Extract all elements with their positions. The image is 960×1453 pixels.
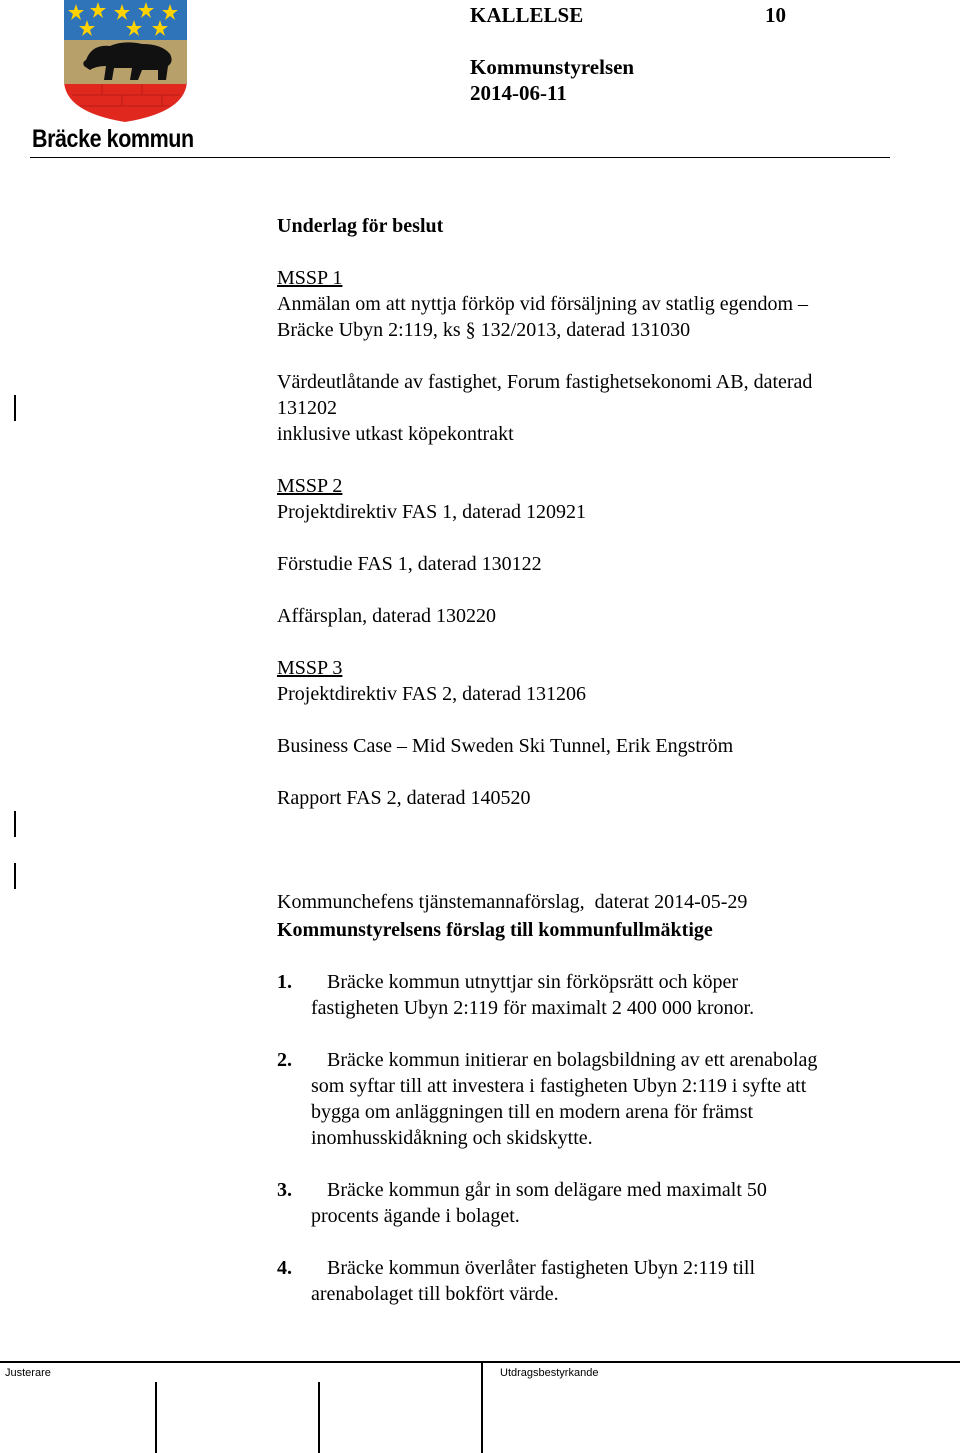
proposal-item-line: arenabolaget till bokfört värde.	[311, 1283, 559, 1305]
page-number: 10	[765, 3, 786, 27]
basis-item	[277, 551, 542, 577]
proposal-item-line: bygga om anläggningen till en modern arena för främst	[311, 1101, 754, 1123]
proposal-item-line: Bräcke kommun utnyttjar sin förköpsrätt och köper	[327, 971, 739, 993]
proposal-heading: Kommunstyrelsens förslag till kommunfullmäktige	[277, 919, 713, 941]
basis-heading: Underlag för beslut	[277, 215, 444, 237]
proposal-item	[277, 1255, 755, 1307]
basis-item	[277, 733, 733, 759]
basis-item	[277, 655, 586, 707]
change-bar	[14, 811, 16, 837]
proposal-item-line: inomhusskidåkning och skidskytte.	[311, 1127, 593, 1149]
basis-item-line: Bräcke Ubyn 2:119, ks § 132/2013, daterad 131030	[277, 319, 691, 341]
proposal-item-number: 4.	[277, 1257, 292, 1279]
meeting-date: 2014-06-11	[470, 81, 567, 105]
signature-box-divider	[481, 1361, 483, 1453]
footer-rule	[0, 1361, 960, 1363]
proposal-item-line: Bräcke kommun går in som delägare med maximalt 50	[327, 1179, 767, 1201]
proposal-item-line: Bräcke kommun initierar en bolagsbildning av ett arenabolag	[327, 1049, 818, 1071]
proposal-item	[277, 1177, 767, 1229]
proposal-item-line: procents ägande i bolaget.	[311, 1205, 520, 1227]
basis-item-line: Värdeutlåtande av fastighet, Forum fastighetsekonomi AB, daterad	[277, 371, 813, 393]
basis-item-line: Projektdirektiv FAS 2, daterad 131206	[277, 683, 587, 705]
basis-item	[277, 369, 812, 447]
basis-item-line: Affärsplan, daterad 130220	[277, 605, 497, 627]
proposal-item-line: Bräcke kommun överlåter fastigheten Ubyn 2:119 till	[327, 1257, 756, 1279]
certification-label: Utdragsbestyrkande	[500, 1367, 599, 1379]
proposal-item	[277, 1047, 817, 1151]
basis-item-line: Business Case – Mid Sweden Ski Tunnel, Erik Engström	[277, 735, 734, 757]
signer-label: Justerare	[5, 1367, 51, 1379]
header-rule	[30, 157, 890, 158]
basis-item-line: Kommunchefens tjänstemannaförslag, daterat 2014-05-29	[277, 891, 748, 913]
basis-item	[277, 785, 531, 811]
basis-item-line: Rapport FAS 2, daterad 140520	[277, 787, 531, 809]
basis-item-line: Projektdirektiv FAS 1, daterad 120921	[277, 501, 587, 523]
basis-item	[277, 265, 808, 343]
proposal-item-number: 3.	[277, 1179, 292, 1201]
basis-item-line: inklusive utkast köpekontrakt	[277, 423, 514, 445]
document-type: KALLELSE	[470, 3, 584, 27]
basis-item-label: MSSP 3	[277, 657, 343, 679]
change-bar	[14, 863, 16, 889]
basis-item-line: Förstudie FAS 1, daterad 130122	[277, 553, 542, 575]
signature-box-divider	[318, 1382, 320, 1453]
proposal-item-number: 1.	[277, 971, 292, 993]
logo-text: Bräcke kommun	[32, 125, 194, 153]
proposal-item-line: fastigheten Ubyn 2:119 för maximalt 2 400 000 kronor.	[311, 997, 755, 1019]
proposal-item	[277, 969, 754, 1021]
basis-item	[277, 603, 496, 629]
signature-box-divider	[155, 1382, 157, 1453]
basis-item-label: MSSP 1	[277, 267, 343, 289]
basis-item-line: Anmälan om att nyttja förköp vid försäljning av statlig egendom –	[277, 293, 809, 315]
basis-item-label: MSSP 2	[277, 475, 343, 497]
basis-item	[277, 473, 586, 525]
basis-item-line: 131202	[277, 397, 337, 419]
municipality-logo	[30, 0, 194, 160]
coat-of-arms-icon	[62, 0, 192, 124]
committee-name: Kommunstyrelsen	[470, 55, 635, 79]
proposal-item-number: 2.	[277, 1049, 292, 1071]
change-bar	[14, 395, 16, 421]
proposal-item-line: som syftar till att investera i fastigheten Ubyn 2:119 i syfte att	[311, 1075, 807, 1097]
